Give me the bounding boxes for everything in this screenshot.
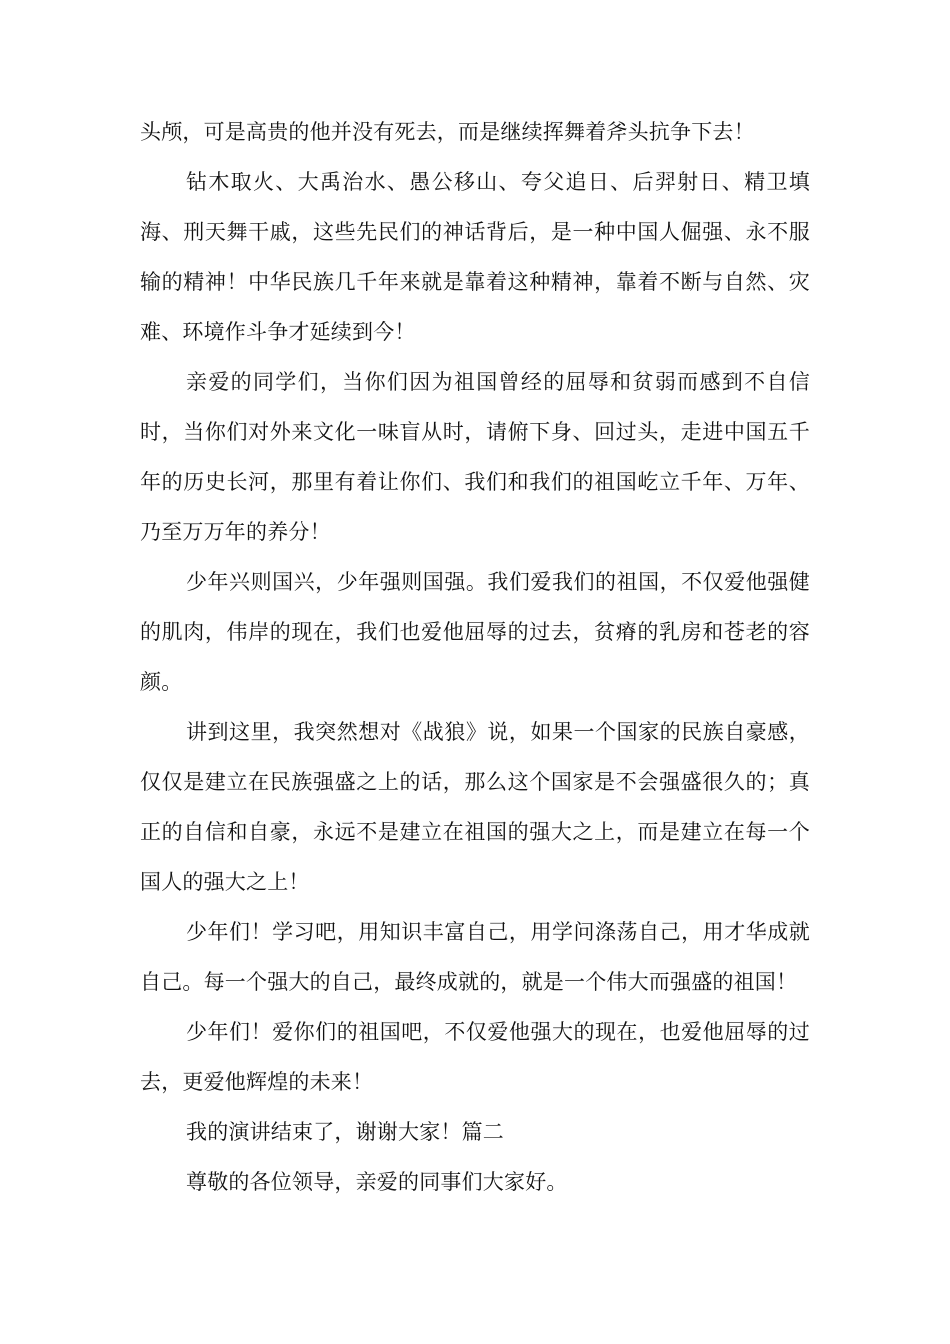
document-body <box>140 107 810 1207</box>
paragraph-9: 尊敬的各位领导，亲爱的同事们大家好。 <box>186 1170 568 1194</box>
paragraph-7: 少年们！爱你们的祖国吧，不仅爱他强大的现在，也爱他屈辱的过去，更爱他辉煌的未来！ <box>140 1020 810 1094</box>
paragraph-6: 少年们！学习吧，用知识丰富自己，用学问涤荡自己，用才华成就自己。每一个强大的自己，最终成就的，就是一个伟大而强盛的祖国！ <box>140 920 810 994</box>
paragraph-8: 我的演讲结束了，谢谢大家！篇二 <box>186 1120 504 1144</box>
paragraph-1: 头颅，可是高贵的他并没有死去，而是继续挥舞着斧头抗争下去！ <box>140 120 755 144</box>
paragraph-2: 钻木取火、大禹治水、愚公移山、夸父追日、后羿射日、精卫填海、刑天舞干戚，这些先民们的神话背后，是一种中国人倔强、永不服输的精神！中华民族几千年来就是靠着这种精神，靠着不断与自然、灾难、环境作斗争才延续到今！ <box>140 170 810 344</box>
paragraph-4: 少年兴则国兴，少年强则国强。我们爱我们的祖国，不仅爱他强健的肌肉，伟岸的现在，我们也爱他屈辱的过去，贫瘠的乳房和苍老的容颜。 <box>140 570 810 694</box>
paragraph-3: 亲爱的同学们，当你们因为祖国曾经的屈辱和贫弱而感到不自信时，当你们对外来文化一味盲从时，请俯下身、回过头，走进中国五千年的历史长河，那里有着让你们、我们和我们的祖国屹立千年、万年、乃至万万年的养分！ <box>140 370 810 544</box>
paragraph-5: 讲到这里，我突然想对《战狼》说，如果一个国家的民族自豪感，仅仅是建立在民族强盛之上的话，那么这个国家是不会强盛很久的；真正的自信和自豪，永远不是建立在祖国的强大之上，而是建立在每一个国人的强大之上！ <box>140 720 810 894</box>
